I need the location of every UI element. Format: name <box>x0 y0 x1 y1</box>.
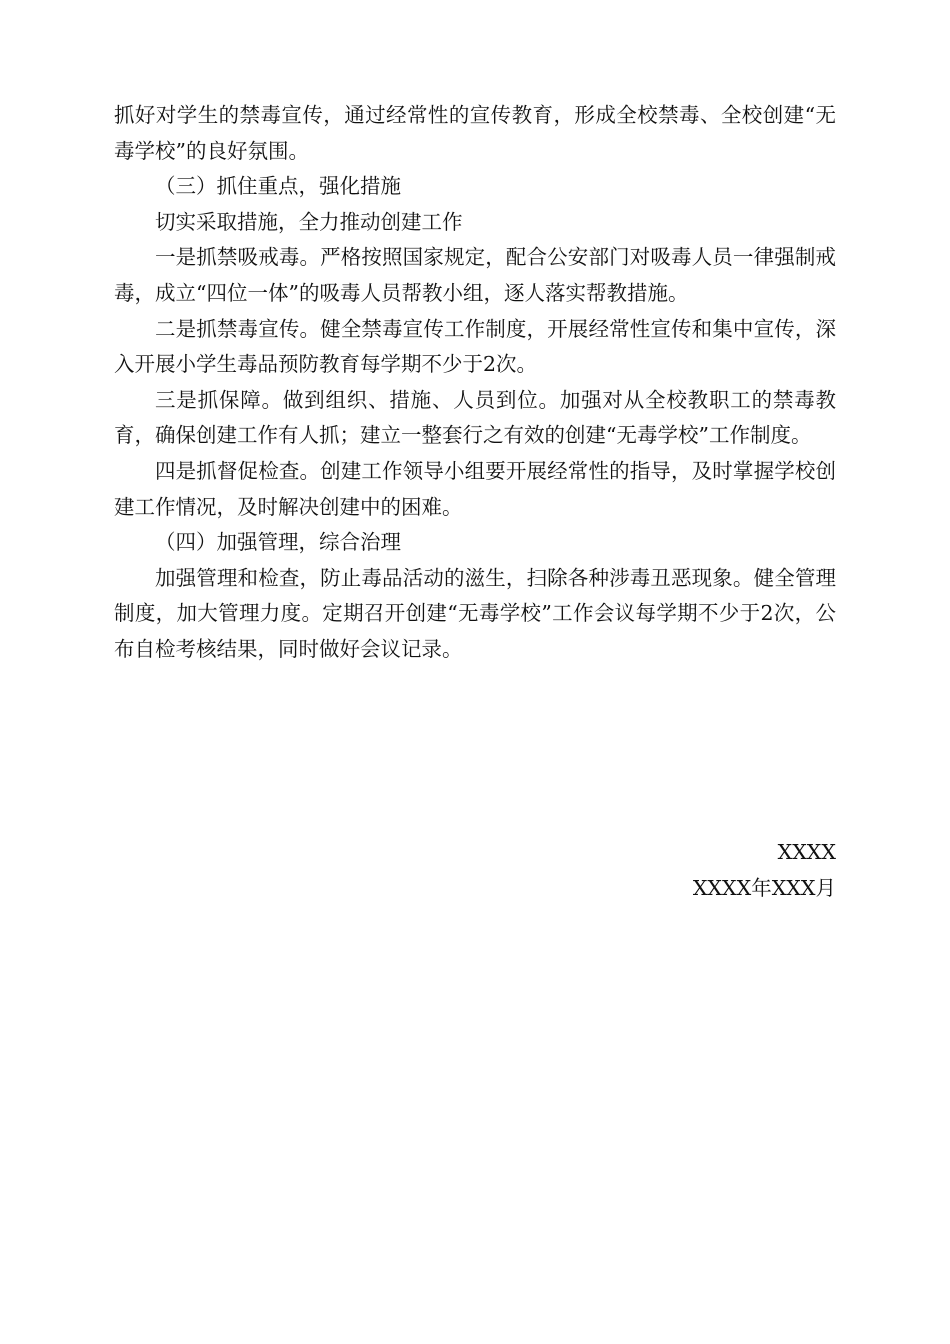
document-body <box>114 98 836 668</box>
signature-block <box>436 835 836 906</box>
paragraph-point-2: 二是抓禁毒宣传。健全禁毒宣传工作制度，开展经常性宣传和集中宣传，深入开展小学生毒品预防教育每学期不少于2次。 <box>114 316 836 377</box>
signature-date: XXXX年XXX月 <box>692 875 836 900</box>
section-heading-3: （三）抓住重点，强化措施 <box>155 174 401 199</box>
section-heading-4: （四）加强管理，综合治理 <box>155 530 401 555</box>
paragraph-point-3: 三是抓保障。做到组织、措施、人员到位。加强对从全校教职工的禁毒教育，确保创建工作有人抓；建立一整套行之有效的创建“无毒学校”工作制度。 <box>114 387 836 448</box>
paragraph-management: 加强管理和检查，防止毒品活动的滋生，扫除各种涉毒丑恶现象。健全管理制度，加大管理力度。定期召开创建“无毒学校”工作会议每学期不少于2次，公布自检考核结果，同时做好会议记录。 <box>114 565 836 661</box>
signature-organization: XXXX <box>777 840 836 864</box>
paragraph-intro: 抓好对学生的禁毒宣传，通过经常性的宣传教育，形成全校禁毒、全校创建“无毒学校”的良好氛围。 <box>114 103 836 163</box>
paragraph-point-1: 一是抓禁吸戒毒。严格按照国家规定，配合公安部门对吸毒人员一律强制戒毒，成立“四位一体”的吸毒人员帮教小组，逐人落实帮教措施。 <box>114 245 836 305</box>
paragraph-point-4: 四是抓督促检查。创建工作领导小组要开展经常性的指导，及时掌握学校创建工作情况，及时解决创建中的困难。 <box>114 458 836 519</box>
paragraph-measures: 切实采取措施，全力推动创建工作 <box>155 209 463 234</box>
